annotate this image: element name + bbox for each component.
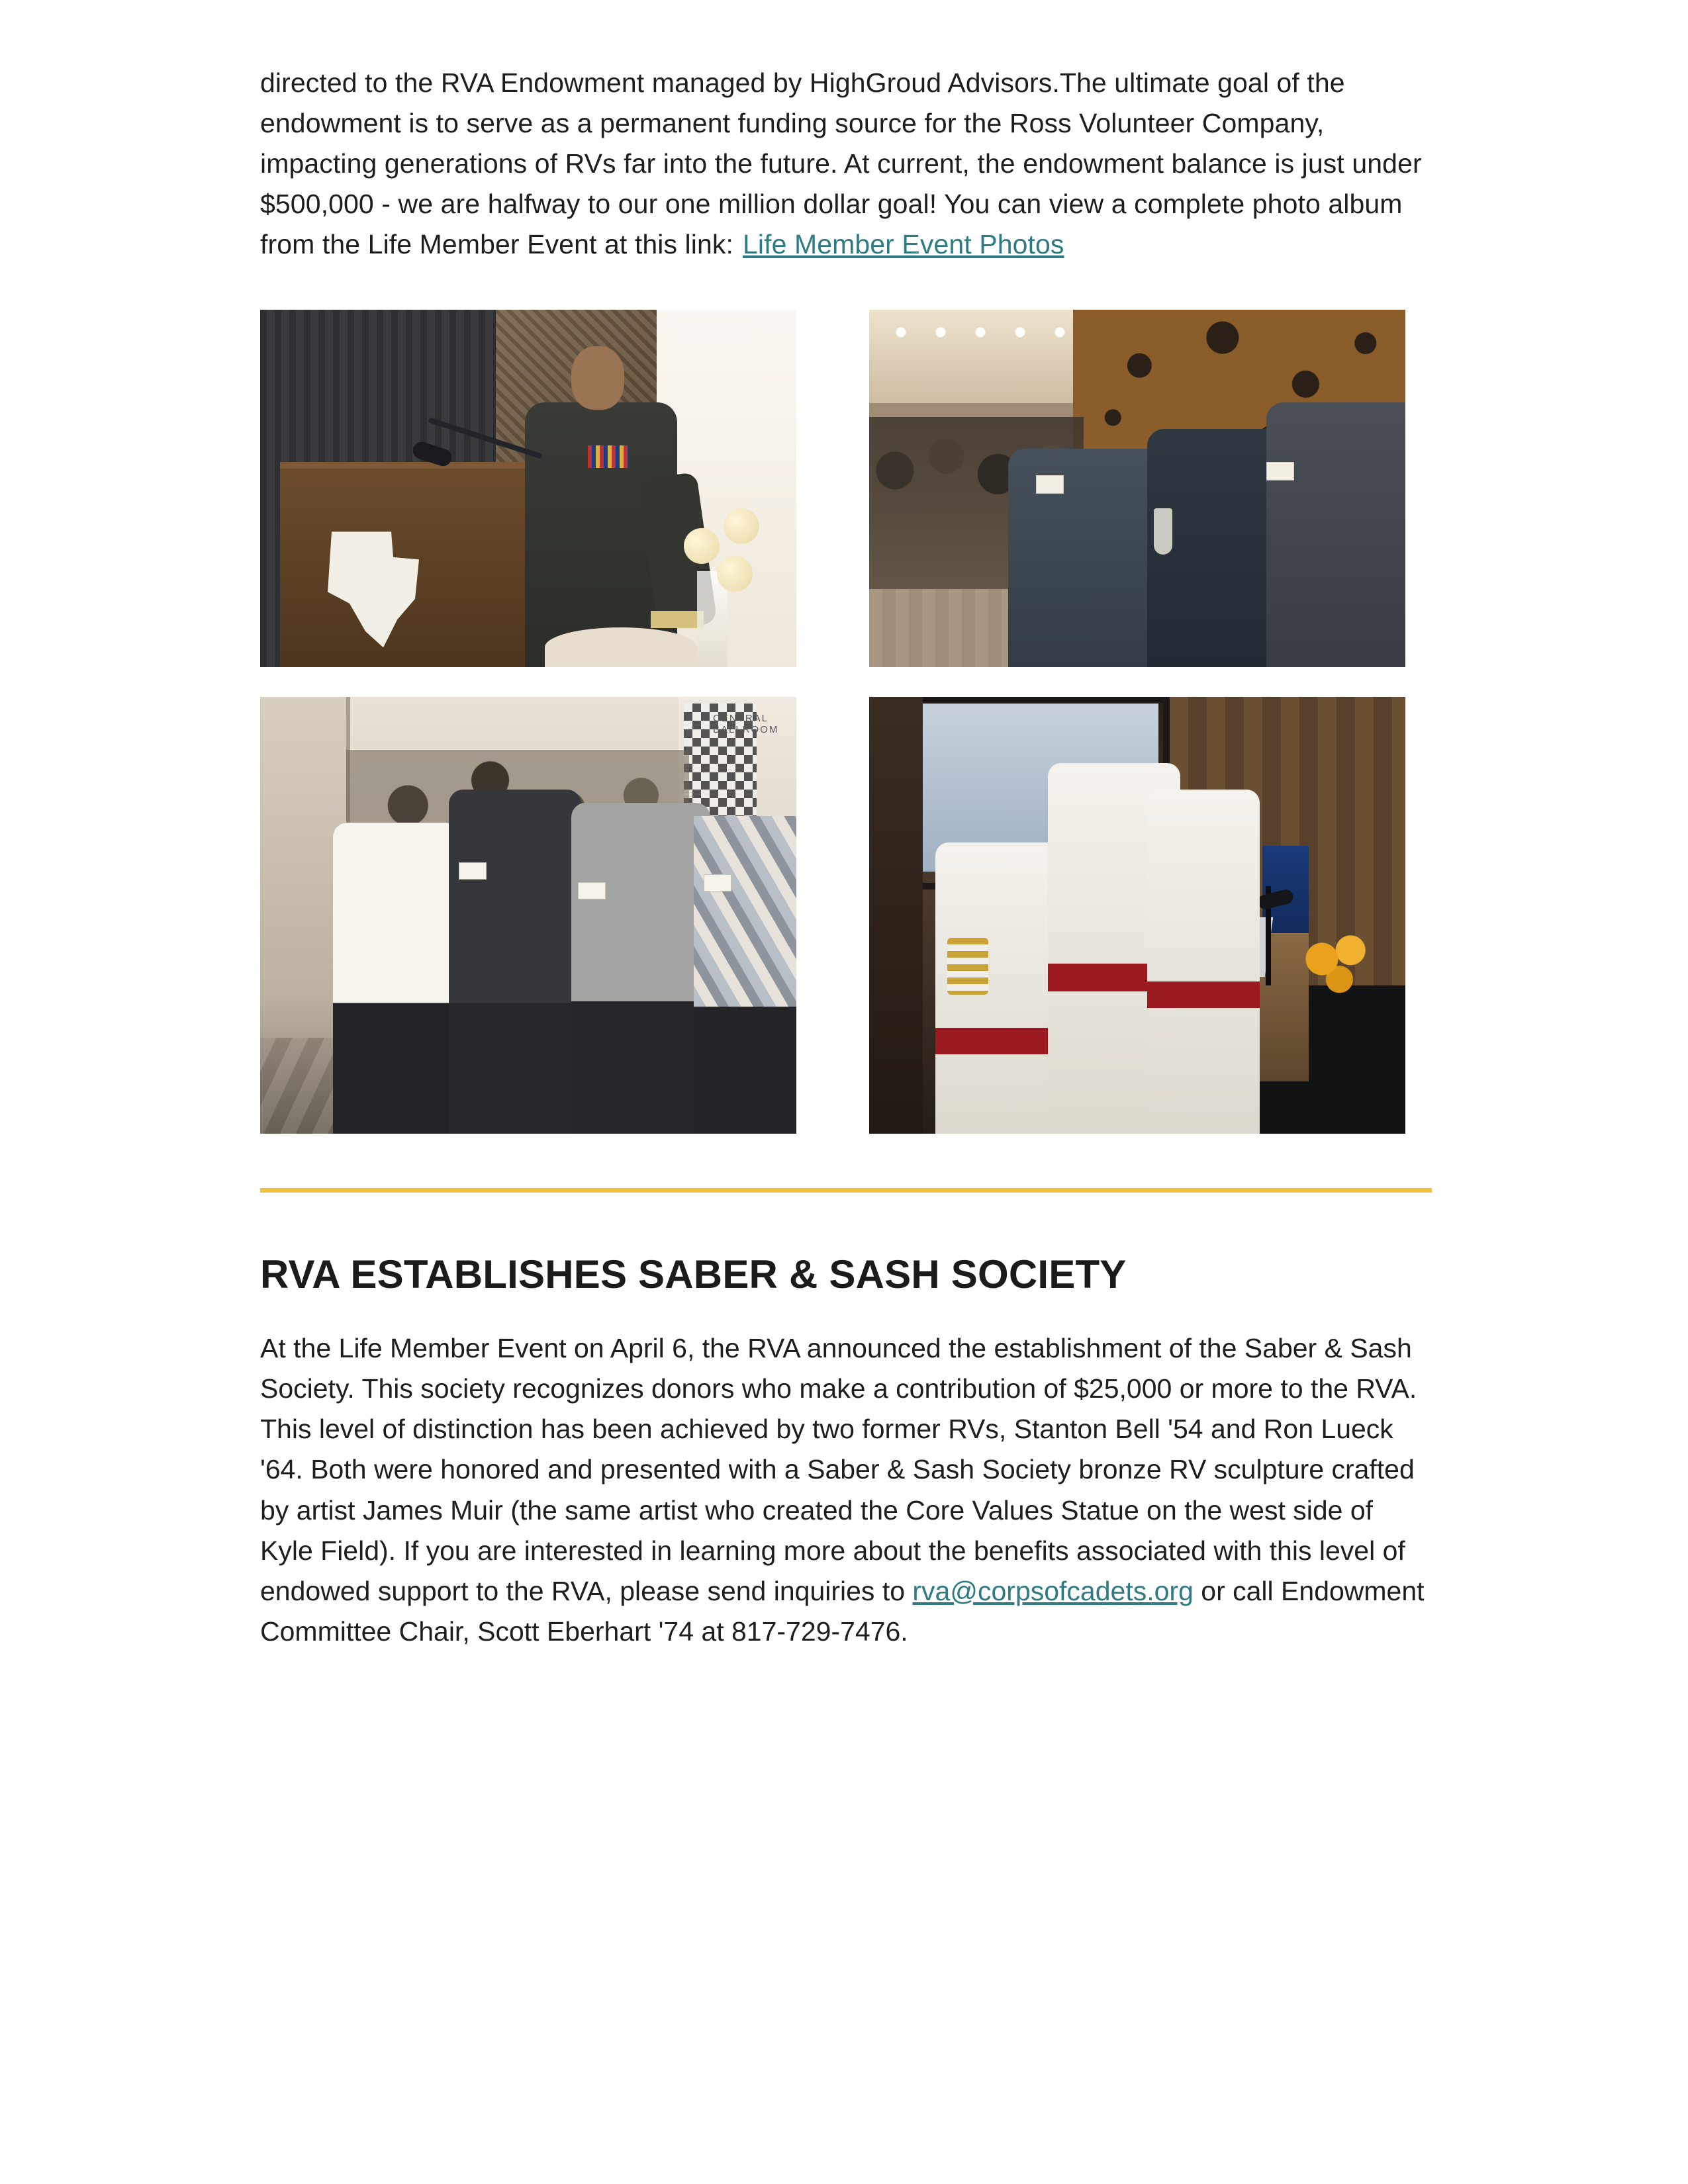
page-title: RVA ESTABLISHES SABER & SASH SOCIETY xyxy=(260,1252,1127,1297)
section-divider xyxy=(260,1188,1432,1193)
photo1-rose xyxy=(717,556,753,592)
photo4-cadet-right-uniform xyxy=(1147,790,1260,1134)
photo-cadets-at-podium xyxy=(869,697,1405,1134)
photo4-cadet-right-sash xyxy=(1147,981,1260,1008)
photo2-ceiling xyxy=(869,310,1094,402)
content-column xyxy=(260,63,1432,1679)
photo4-cadet-left-rank-insignia xyxy=(947,938,988,995)
photo-speaker-at-podium xyxy=(260,310,796,667)
photo4-cadet-left-sash xyxy=(935,1028,1061,1054)
photo-grid xyxy=(260,310,1432,1134)
photo3-name-badge xyxy=(704,874,731,891)
rva-email-link[interactable]: rva@corpsofcadets.org xyxy=(912,1575,1194,1606)
section-body-part-2: or call Endowment Committee Chair, Scott Eberhart '74 at 817-729-7476. xyxy=(260,1575,1425,1647)
photo1-rose xyxy=(724,508,759,544)
photo4-door xyxy=(869,697,923,1134)
photo2-name-badge xyxy=(1266,462,1294,480)
photo3-ballroom-sign: CENTRAL BALLROOM xyxy=(713,713,779,736)
photo-three-men-reception xyxy=(869,310,1405,667)
photo2-name-badge xyxy=(1036,475,1064,494)
photo3-name-badge xyxy=(578,882,606,899)
photo4-flower-arrangement xyxy=(1298,930,1378,1003)
photo3-person-2-suit xyxy=(449,790,581,1134)
photo2-wine-glass xyxy=(1154,508,1172,555)
photo3-person-1-outfit xyxy=(333,823,459,1134)
photo1-foreground-head-blur xyxy=(545,627,697,667)
section-body xyxy=(260,1328,1432,1652)
photo3-name-badge xyxy=(459,862,487,880)
photo1-sleeve-cuff xyxy=(651,611,704,628)
intro-paragraph-text: directed to the RVA Endowment managed by HighGroud Advisors.The ultimate goal of the endowment is to serve as a permanent funding source for the Ross Volunteer Company, impacting generations of RVs far into the future. At current, the endowment balance is just under $500,000 - we are halfway to our one million dollar goal! You can view a complete photo album from the Life Member Event at this link: xyxy=(260,68,1422,260)
intro-paragraph xyxy=(260,63,1432,265)
photo3-person-4-pattern xyxy=(694,816,796,1007)
photo3-person-3-suit xyxy=(571,803,710,1134)
section-body-part-1: At the Life Member Event on April 6, the RVA announced the establishment of the Saber & Sash Society. This society recognizes donors who make a contribution of $25,000 or more to the RVA. This level of distinction has been achieved by two former RVs, Stanton Bell '54 and Ron Lueck '64. Both were honored and presented with a Saber & Sash Society bronze RV sculpture crafted by artist James Muir (the same artist who created the Core Values Statue on the west side of Kyle Field). If you are interested in learning more about the benefits associated with this level of endowed support to the RVA, please send inquiries to xyxy=(260,1333,1417,1606)
photo-group-of-four xyxy=(260,697,796,1134)
photo1-ribbon-rack xyxy=(588,445,629,468)
photo1-rose xyxy=(684,528,720,564)
life-member-event-photos-link[interactable]: Life Member Event Photos xyxy=(742,229,1064,260)
photo1-speaker-head xyxy=(571,346,624,410)
photo2-ceiling-lights xyxy=(881,326,1080,339)
photo2-man-right-suit xyxy=(1266,402,1405,667)
